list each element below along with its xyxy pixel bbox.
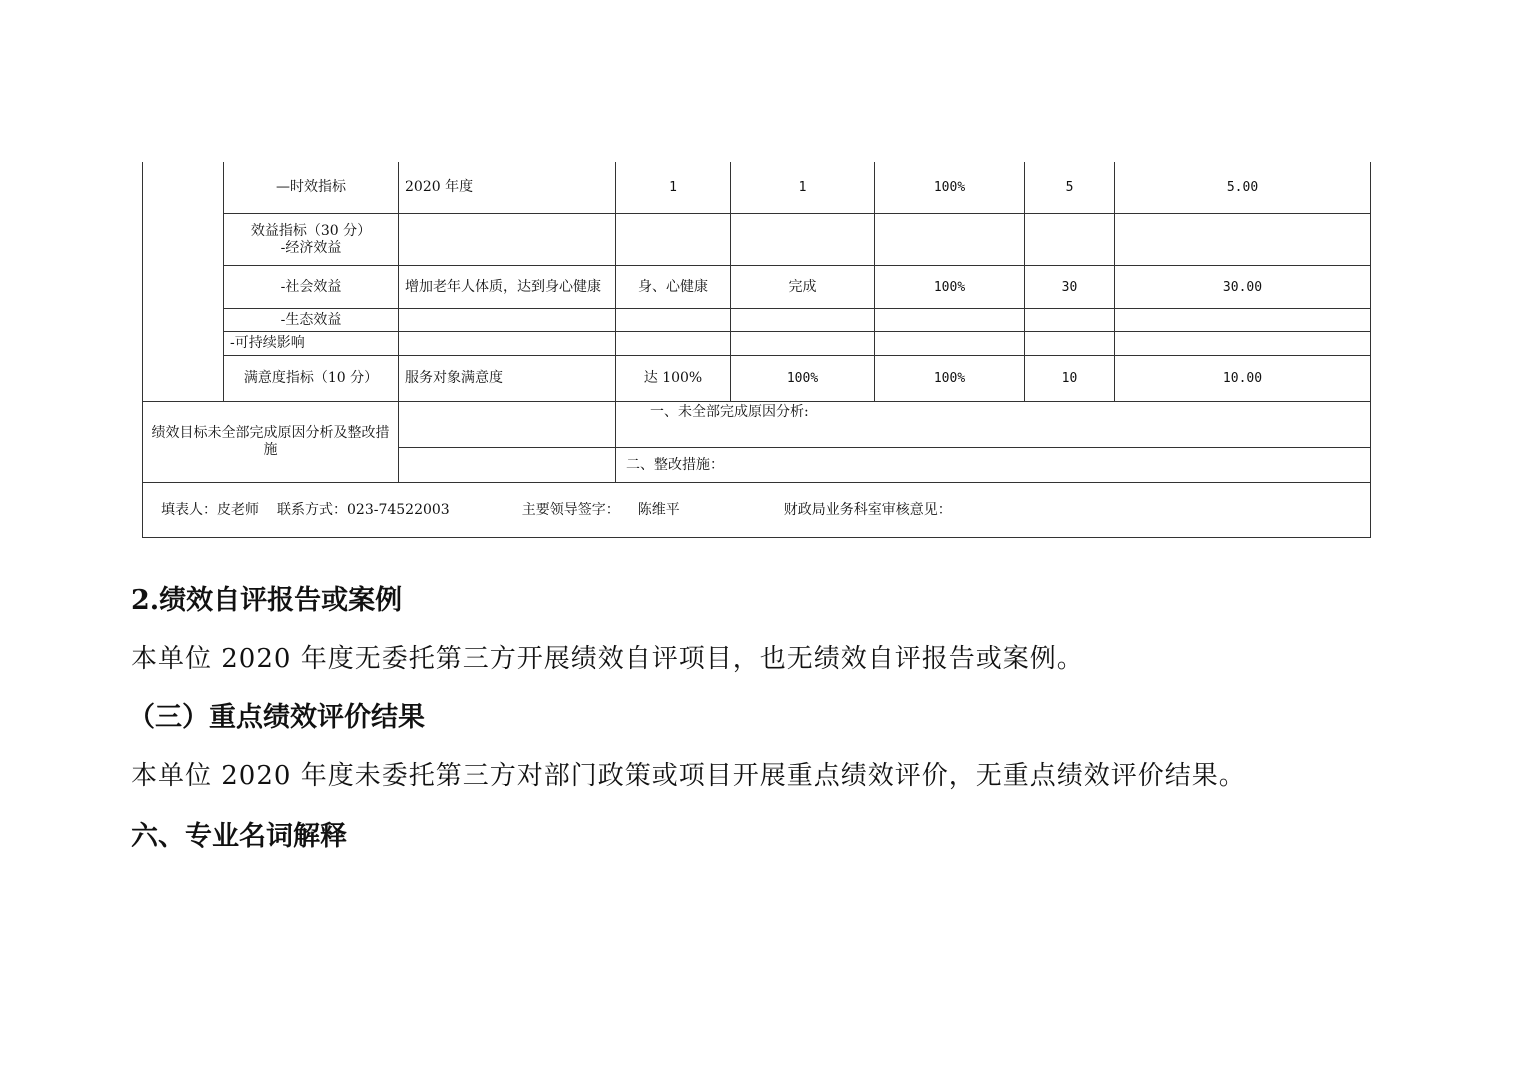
- content-cell: [399, 332, 616, 356]
- rate-cell: 100%: [875, 266, 1025, 309]
- analysis-blank-cell: [399, 402, 616, 448]
- target-cell: 身、心健康: [616, 266, 731, 309]
- content-cell: [399, 214, 616, 266]
- actual-cell: 1: [731, 162, 875, 214]
- indicator-cell: -可持续影响: [224, 332, 399, 356]
- indicator-cell: —时效指标: [224, 162, 399, 214]
- content-cell: [399, 309, 616, 332]
- actual-cell: [731, 332, 875, 356]
- actual-cell: [731, 309, 875, 332]
- filler-label: 填表人：皮老师: [161, 501, 259, 518]
- table-row-economic-benefit: [143, 214, 1371, 266]
- content-cell: 2020 年度: [399, 162, 616, 214]
- weight-cell: [1025, 332, 1115, 356]
- target-cell: [616, 332, 731, 356]
- contact-label: 联系方式：023-74522003: [277, 501, 450, 518]
- merged-category-cell: [143, 162, 224, 402]
- score-cell: 10.00: [1115, 356, 1371, 402]
- reason-analysis-cell: [616, 402, 1371, 448]
- measures-label: 二、整改措施：: [626, 456, 724, 473]
- analysis-label-cell: 绩效目标未全部完成原因分析及整改措施: [143, 402, 399, 483]
- weight-cell: [1025, 214, 1115, 266]
- target-cell: [616, 214, 731, 266]
- weight-cell: 5: [1025, 162, 1115, 214]
- indicator-group-label: 效益指标（30 分）: [250, 222, 372, 239]
- table-row-footer: [143, 483, 1371, 538]
- score-cell: 5.00: [1115, 162, 1371, 214]
- analysis-blank-cell: [399, 448, 616, 483]
- actual-cell: 完成: [731, 266, 875, 309]
- key-evaluation-paragraph: 本单位 2020 年度未委托第三方对部门政策或项目开展重点绩效评价，无重点绩效评价结果。: [131, 761, 1246, 791]
- score-cell: 30.00: [1115, 266, 1371, 309]
- table-row-sustainable-impact: [143, 332, 1371, 356]
- weight-cell: 10: [1025, 356, 1115, 402]
- rate-cell: [875, 214, 1025, 266]
- indicator-sub-label: -经济效益: [280, 239, 342, 256]
- self-evaluation-heading: 2.绩效自评报告或案例: [131, 585, 403, 616]
- rate-cell: [875, 332, 1025, 356]
- content-cell: 服务对象满意度: [399, 356, 616, 402]
- indicator-cell: -社会效益: [224, 266, 399, 309]
- rate-cell: 100%: [875, 162, 1025, 214]
- measures-cell: [616, 448, 1371, 483]
- rate-cell: 100%: [875, 356, 1025, 402]
- table-row-social-benefit: [143, 266, 1371, 309]
- reason-analysis-label: 一、未全部完成原因分析:: [650, 404, 809, 420]
- target-cell: 达 100%: [616, 356, 731, 402]
- table-row-analysis-reason: [143, 402, 1371, 448]
- weight-cell: [1025, 309, 1115, 332]
- indicator-cell: 满意度指标（10 分）: [224, 356, 399, 402]
- content-cell: 增加老年人体质，达到身心健康: [399, 266, 616, 309]
- weight-cell: 30: [1025, 266, 1115, 309]
- rate-cell: [875, 309, 1025, 332]
- signature-footer-cell: [143, 483, 1371, 538]
- target-cell: 1: [616, 162, 731, 214]
- glossary-heading: 六、专业名词解释: [131, 821, 347, 852]
- table-row-timeliness: [143, 162, 1371, 214]
- leader-signature-label: 主要领导签字：: [521, 501, 620, 518]
- indicator-cell: -生态效益: [224, 309, 399, 332]
- table-row-ecological-benefit: [143, 309, 1371, 332]
- actual-cell: 100%: [731, 356, 875, 402]
- finance-review-label: 财政局业务科室审核意见：: [783, 501, 952, 518]
- self-evaluation-paragraph: 本单位 2020 年度无委托第三方开展绩效自评项目，也无绩效自评报告或案例。: [131, 644, 1084, 674]
- key-evaluation-heading: （三）重点绩效评价结果: [128, 702, 425, 733]
- target-cell: [616, 309, 731, 332]
- score-cell: [1115, 214, 1371, 266]
- score-cell: [1115, 332, 1371, 356]
- actual-cell: [731, 214, 875, 266]
- leader-name: 陈维平: [637, 501, 680, 518]
- indicator-cell: [224, 214, 399, 266]
- table-row-satisfaction: [143, 356, 1371, 402]
- performance-evaluation-table: [142, 162, 1371, 538]
- score-cell: [1115, 309, 1371, 332]
